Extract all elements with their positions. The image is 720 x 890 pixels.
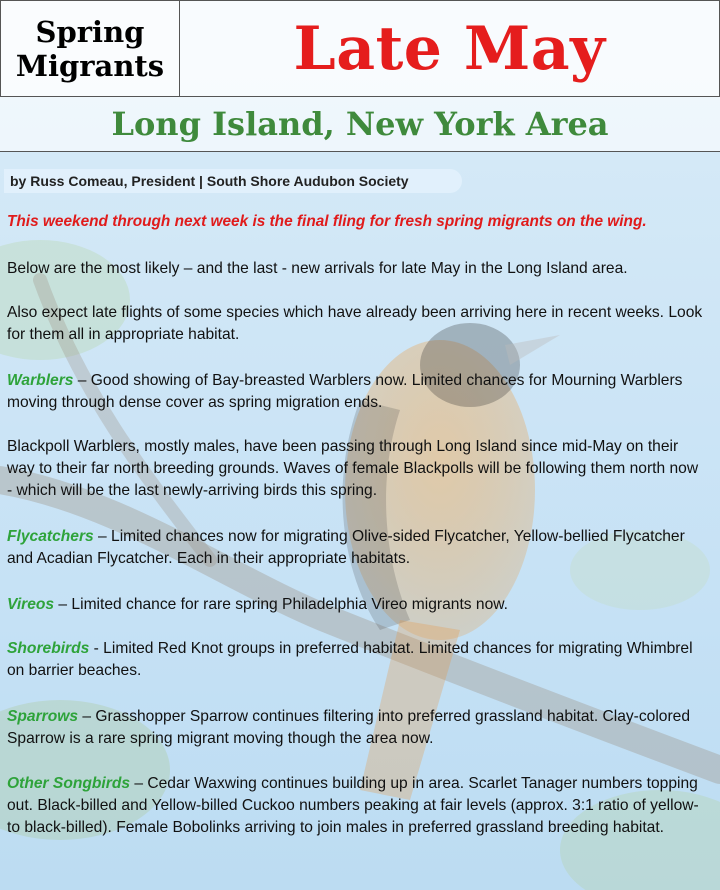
section-label: Sparrows [7, 708, 79, 725]
spring-migrants-badge [0, 0, 180, 96]
intro-statement: This weekend through next week is the final fling for fresh spring migrants on the wing. [7, 213, 647, 230]
section-text: – Limited chances now for migrating Olive-sided Flycatcher, Yellow-bellied Flycatcher and Acadian Flycatcher. Each in their appropriate habitats. [7, 528, 685, 567]
section-text: - Limited Red Knot groups in preferred habitat. Limited chances for migrating Whimbrel on barrier beaches. [7, 640, 693, 679]
paragraph-late-flights: Also expect late flights of some species which have already been arriving here in recent weeks. Look for them all in appropriate habitat. [7, 304, 703, 343]
section-text: Blackpoll Warblers, mostly males, have been passing through Long Island since mid-May on their way to their far north breeding grounds. Waves of female Blackpolls will be following them north now - which will be the last newly-arriving birds this spring. [7, 438, 699, 499]
badge-line-1: Spring [35, 14, 145, 49]
section-text: – Cedar Waxwing continues building up in area. Scarlet Tanager numbers topping out. Black-billed and Yellow-billed Cuckoo numbers peaking at fair levels (approx. 3:1 ratio of yellow- to black-billed). Female Bobolinks arriving to join males in preferred grassland breeding habitat. [7, 775, 699, 836]
page-subtitle: Long Island, New York Area [0, 97, 720, 152]
section-label: Vireos [7, 596, 55, 613]
section-blackpoll [7, 436, 707, 502]
paragraph-arrivals: Below are the most likely – and the last - new arrivals for late May in the Long Island area. [7, 260, 628, 277]
section-label: Flycatchers [7, 528, 94, 545]
section-sparrows [7, 706, 707, 750]
section-shorebirds [7, 638, 707, 682]
page-title: Late May [180, 0, 720, 96]
section-warblers [7, 370, 707, 414]
section-other-songbirds [7, 773, 707, 839]
section-text: – Limited chance for rare spring Philadelphia Vireo migrants now. [54, 596, 509, 613]
header-row [0, 0, 720, 97]
section-flycatchers [7, 526, 707, 570]
byline: by Russ Comeau, President | South Shore Audubon Society [4, 169, 462, 193]
section-label: Warblers [7, 372, 74, 389]
badge-line-2: Migrants [15, 48, 165, 83]
section-vireos [7, 594, 707, 616]
section-text: – Good showing of Bay-breasted Warblers now. Limited chances for Mourning Warblers moving through dense cover as spring migration ends. [7, 372, 683, 411]
section-label: Shorebirds [7, 640, 90, 657]
section-label: Other Songbirds [7, 775, 131, 792]
section-text: – Grasshopper Sparrow continues filtering into preferred grassland habitat. Clay-colored Sparrow is a rare spring migrant moving though the area now. [7, 708, 691, 747]
